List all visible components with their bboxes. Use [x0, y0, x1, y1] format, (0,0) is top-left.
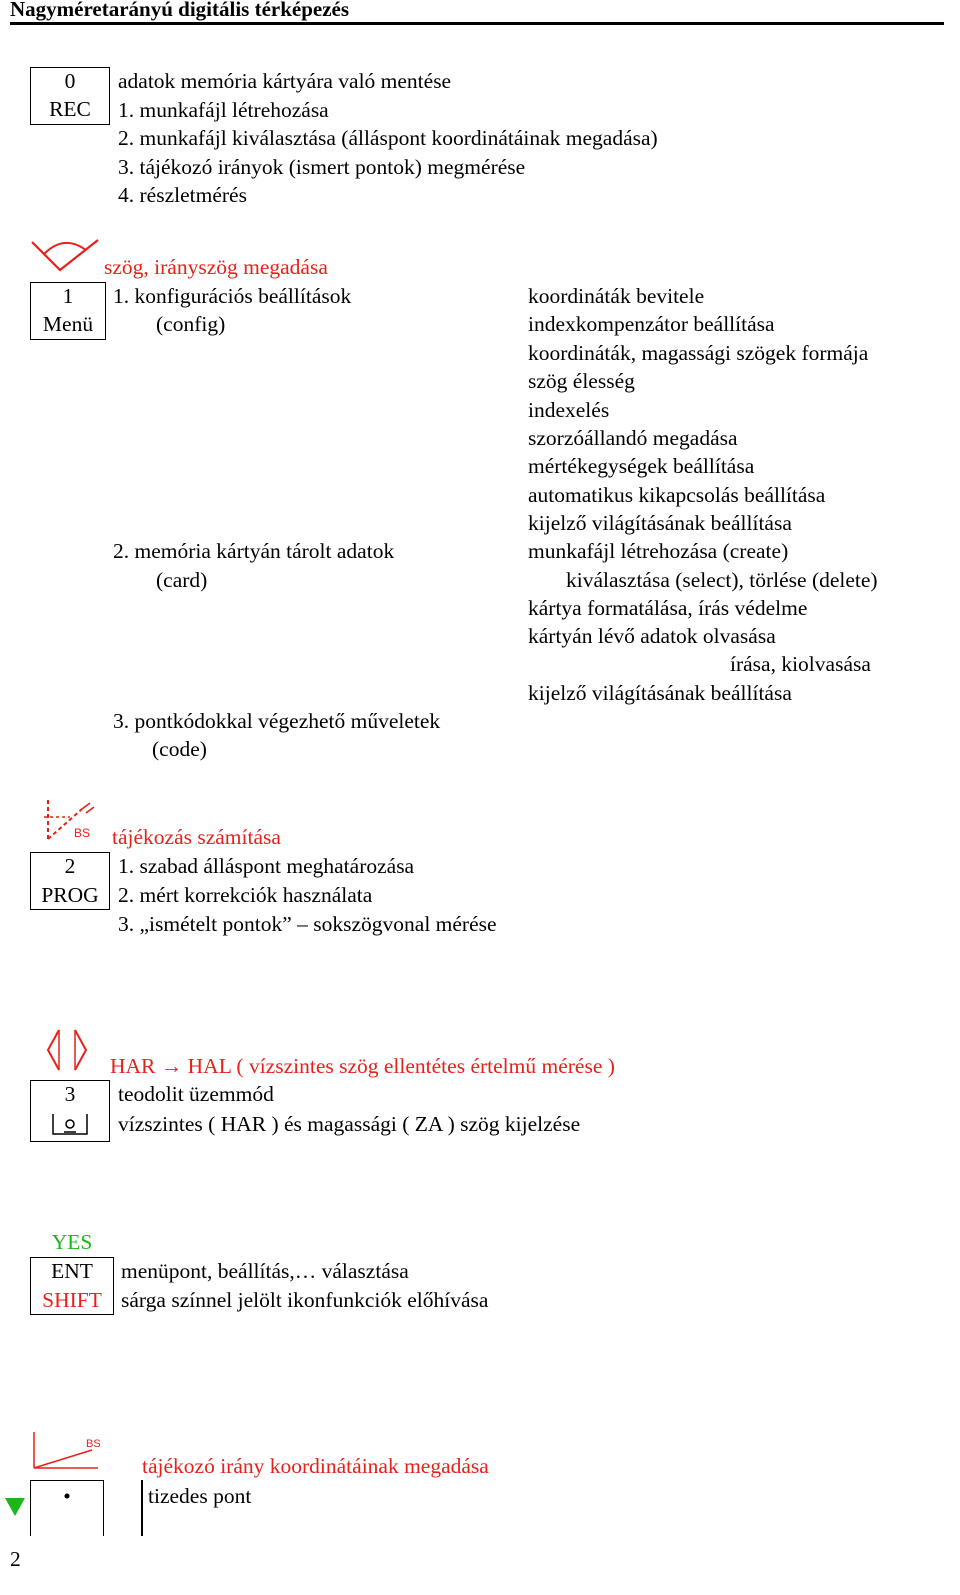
menu-detail: írása, kiolvasása	[730, 652, 871, 676]
key-dot-label: •	[63, 1484, 71, 1508]
key-prog-number: 2	[64, 854, 76, 878]
key-menu-number: 1	[62, 284, 74, 308]
key-rec-number: 0	[64, 69, 76, 93]
angle-icon	[30, 236, 102, 276]
key-ent-label: ENT	[51, 1259, 93, 1283]
key-dot-shift-function: tájékozó irány koordinátáinak megadása	[142, 1454, 489, 1478]
key0-item: adatok memória kártyára való mentése	[118, 69, 452, 93]
menu-detail: munkafájl létrehozása (create)	[528, 539, 789, 563]
menu-detail: kiválasztása (select), törlése (delete)	[566, 568, 878, 592]
horizontal-angle-icon	[44, 1028, 90, 1074]
menu-detail: kijelző világításának beállítása	[528, 681, 792, 705]
key-prog-label: PROG	[41, 883, 99, 907]
key2-shift-function: tájékozás számítása	[112, 825, 281, 849]
backsight-coordinate-icon	[32, 1430, 104, 1472]
green-triangle-icon	[3, 1496, 27, 1518]
key1-shift-function: szög, irányszög megadása	[104, 255, 328, 279]
menu-detail: koordináták bevitele	[528, 284, 705, 308]
key2-item: 2. mért korrekciók használata	[118, 883, 373, 907]
key2-item: 1. szabad álláspont meghatározása	[118, 854, 415, 878]
backsight-icon	[42, 795, 102, 841]
key-3-number: 3	[64, 1082, 76, 1106]
key0-item: 2. munkafájl kiválasztása (álláspont koordinátáinak megadása)	[118, 126, 658, 150]
menu-detail: szorzóállandó megadása	[528, 426, 738, 450]
theodolite-icon	[50, 1112, 90, 1138]
page-title: Nagyméretarányú digitális térképezés	[10, 0, 350, 21]
page-number: 2	[10, 1547, 21, 1571]
menu-section-title: 2. memória kártyán tárolt adatok	[113, 539, 395, 563]
menu-detail: mértékegységek beállítása	[528, 454, 755, 478]
menu-detail: kijelző világításának beállítása	[528, 511, 792, 535]
key2-item: 3. „ismételt pontok” – sokszögvonal mérése	[118, 912, 497, 936]
key3-shift-function: HAR → HAL ( vízszintes szög ellentétes értelmű mérése )	[110, 1054, 615, 1078]
menu-section-title: 3. pontkódokkal végezhető műveletek	[113, 709, 441, 733]
key-menu-label: Menü	[42, 312, 94, 336]
dot-divider	[141, 1480, 143, 1536]
key-rec-label: REC	[49, 97, 91, 121]
menu-detail: kártya formatálása, írás védelme	[528, 596, 808, 620]
key-shift-label: SHIFT	[42, 1288, 102, 1312]
menu-section-sub: (card)	[156, 568, 208, 592]
menu-section-sub: (config)	[156, 312, 226, 336]
ent-item: sárga színnel jelölt ikonfunkciók előhívása	[121, 1288, 489, 1312]
menu-detail: indexkompenzátor beállítása	[528, 312, 775, 336]
menu-detail: automatikus kikapcsolás beállítása	[528, 483, 826, 507]
dot-item: tizedes pont	[148, 1484, 252, 1508]
key3-item: vízszintes ( HAR ) és magassági ( ZA ) szög kijelzése	[118, 1112, 581, 1136]
key0-item: 4. részletmérés	[118, 183, 247, 207]
menu-detail: indexelés	[528, 398, 610, 422]
menu-section-sub: (code)	[152, 737, 207, 761]
key3-item: teodolit üzemmód	[118, 1082, 274, 1106]
menu-detail: szög élesség	[528, 369, 635, 393]
key-yes-label: YES	[51, 1230, 93, 1254]
key0-item: 3. tájékozó irányok (ismert pontok) megmérése	[118, 155, 526, 179]
backsight-icon-label: BS	[74, 826, 91, 840]
menu-detail: kártyán lévő adatok olvasása	[528, 624, 776, 648]
menu-detail: koordináták, magassági szögek formája	[528, 341, 869, 365]
backsight-coordinate-icon-label: BS	[86, 1438, 101, 1450]
menu-section-title: 1. konfigurációs beállítások	[113, 284, 352, 308]
ent-item: menüpont, beállítás,… választása	[121, 1259, 409, 1283]
key0-item: 1. munkafájl létrehozása	[118, 98, 329, 122]
header-rule	[10, 22, 944, 25]
